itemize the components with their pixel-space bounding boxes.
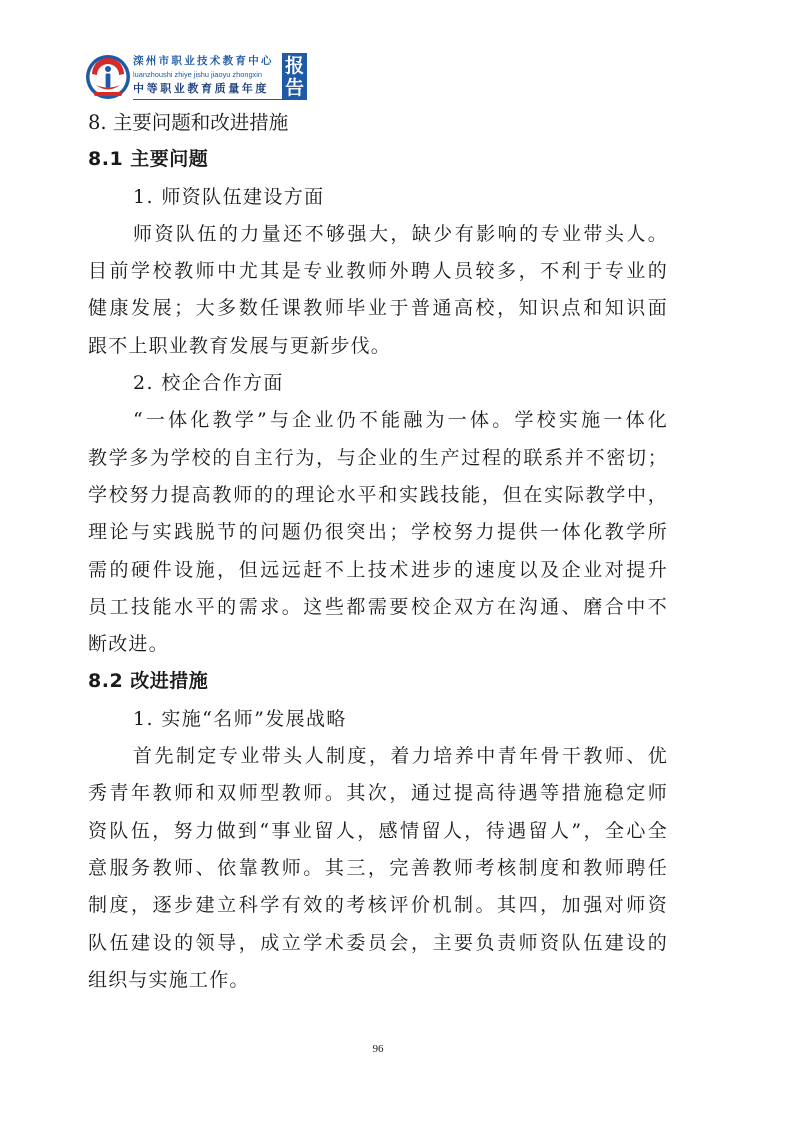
paragraph-line: 断改进。 [88,633,169,656]
item-heading: 1. 实施“名师”发展战略 [133,707,347,730]
paragraph-line: 需的硬件设施，但远远赶不上技术进步的速度以及企业对提升 [88,558,668,581]
page-number: 96 [372,1043,384,1055]
section-title: 8. 主要问题和改进措施 [88,111,289,134]
paragraph-line: 跟不上职业教育发展与更新步伐。 [88,334,392,357]
paragraph-line: 健康发展；大多数任课教师毕业于普通高校，知识点和知识面 [88,297,668,320]
item-heading: 1. 师资队伍建设方面 [133,185,325,208]
subsection-heading-measures: 8.2 改进措施 [88,670,209,693]
subsection-heading-problems: 8.1 主要问题 [88,148,209,171]
report-badge-bottom: 告 [284,76,304,99]
paragraph-line: 意服务教师、依靠教师。其三，完善教师考核制度和教师聘任 [88,856,668,879]
report-badge-top: 报 [284,54,304,77]
header-divider [133,99,282,100]
paragraph-line: 制度，逐步建立科学有效的考核评价机制。其四，加强对师资 [88,894,668,917]
paragraph-line: 目前学校教师中尤其是专业教师外聘人员较多，不利于专业的 [88,260,668,283]
paragraph-line: 员工技能水平的需求。这些都需要校企双方在沟通、磨合中不 [88,595,668,618]
paragraph-line: 首先制定专业带头人制度，着力培养中青年骨干教师、优 [133,745,668,768]
paragraph-line: 队伍建设的领导，成立学术委员会，主要负责师资队伍建设的 [88,931,668,954]
report-subtitle: 中等职业教育质量年度 [133,82,269,95]
paragraph-line: 学校努力提高教师的的理论水平和实践技能，但在实际教学中， [88,483,668,506]
paragraph-line: 教学多为学校的自主行为，与企业的生产过程的联系并不密切； [88,446,668,469]
paragraph-line: 理论与实践脱节的问题仍很突出；学校努力提供一体化教学所 [88,521,668,544]
school-name: 滦州市职业技术教育中心 [133,55,274,67]
school-emblem-icon [85,54,131,100]
paragraph-line: “一体化教学”与企业仍不能融为一体。学校实施一体化 [133,409,668,432]
paragraph-line: 资队伍，努力做到“事业留人，感情留人，待遇留人”，全心全 [88,819,668,842]
paragraph-line: 师资队伍的力量还不够强大，缺少有影响的专业带头人。 [133,222,668,245]
school-pinyin: luanzhoushi zhiye jishu jiaoyu zhongxin [133,70,263,79]
paragraph-line: 组织与实施工作。 [88,968,250,991]
item-heading: 2. 校企合作方面 [133,372,284,395]
paragraph-line: 秀青年教师和双师型教师。其次，通过提高待遇等措施稳定师 [88,782,668,805]
report-badge [282,53,307,100]
main-content [88,104,668,999]
